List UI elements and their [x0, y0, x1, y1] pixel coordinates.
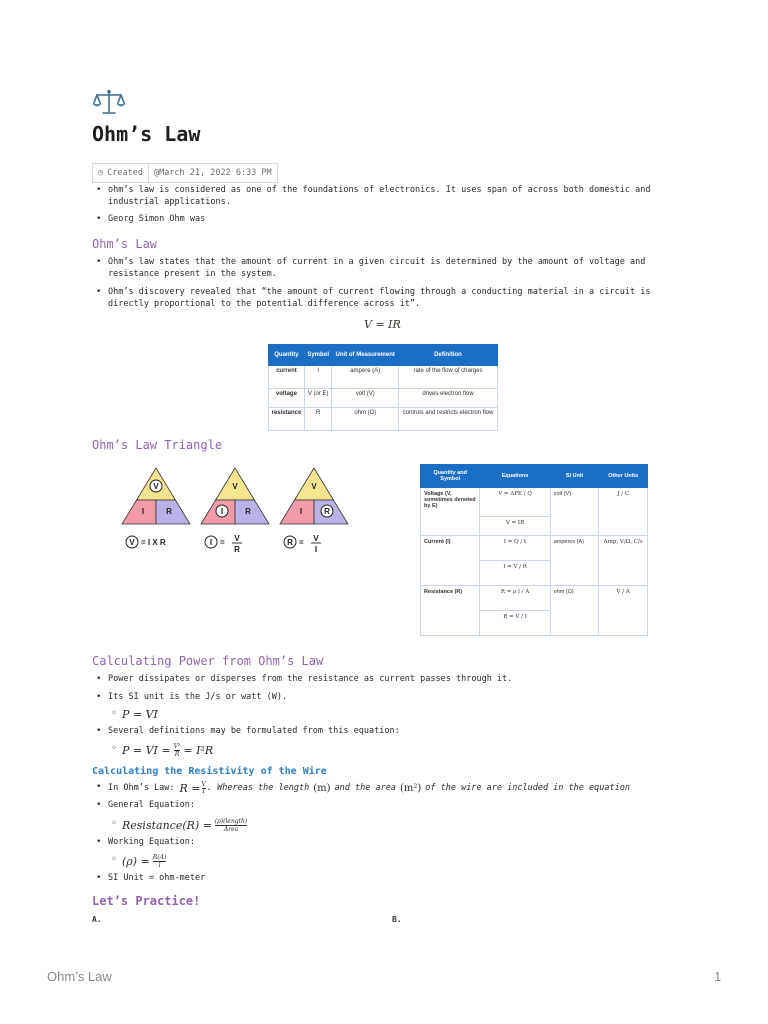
power-heading: Calculating Power from Ohm’s Law	[92, 654, 324, 668]
list-item: • Its SI unit is the J/s or watt (W).	[92, 692, 662, 704]
triangle-label-left-1: I	[220, 507, 224, 516]
list-item: • Georg Simon Ohm was	[92, 214, 662, 226]
table-cell: Amp, V/Ω, C/s	[599, 536, 648, 586]
table-cell: I	[304, 366, 332, 389]
table-header: SI Unit	[550, 465, 599, 488]
table-row	[269, 366, 498, 389]
table-header: Quantity and Symbol	[421, 465, 480, 488]
formula-numerator-1: V	[234, 534, 240, 543]
created-value: @March 21, 2022 6:33 PM	[148, 164, 277, 182]
list-item: • Ohm’s law states that the amount of current in a given circuit is determined by the amount of voltage and resistance present in the system.	[92, 257, 662, 280]
resistivity-list	[92, 782, 692, 885]
footer-page-number: 1	[714, 969, 722, 984]
practice-a-label: A.	[92, 915, 102, 924]
formula-symbol-2: R	[287, 538, 293, 547]
power-list	[92, 674, 662, 758]
table-header: Other Units	[599, 465, 648, 488]
table-cell: ohm (Ω)	[550, 586, 599, 636]
triangle-label-top-2: V	[311, 482, 317, 491]
table-header: Unit of Measurement	[332, 345, 399, 366]
clock-icon: ◷	[98, 167, 104, 178]
balance-scale-icon	[92, 88, 126, 120]
triangle-label-left-0: I	[141, 507, 145, 516]
formula-denominator-1: R	[234, 545, 240, 554]
equations-table	[420, 464, 648, 636]
table-cell: V = ΔPE / Q	[480, 488, 550, 517]
triangle-heading: Ohm’s Law Triangle	[92, 438, 223, 452]
intro-list	[92, 185, 662, 226]
table-cell: I = V / R	[480, 561, 550, 586]
formula-symbol-1: I	[209, 538, 213, 547]
table-cell: ampere (A)	[332, 366, 399, 389]
table-cell: amperes (A)	[550, 536, 599, 586]
triangle-label-top-0: V	[153, 482, 159, 491]
table-row	[421, 488, 648, 517]
table-cell: drives electron flow	[399, 389, 498, 408]
table-cell: R = ρ l / A	[480, 586, 550, 611]
table-header: Definition	[399, 345, 498, 366]
table-header: Equations	[480, 465, 550, 488]
power-equation-2: ◦ P = VI = $\frac{\text{V²}}{R}$ = I²R	[92, 743, 662, 758]
ohms-law-list	[92, 257, 662, 310]
table-cell: volt (V)	[550, 488, 599, 536]
table-cell: rate of the flow of charges	[399, 366, 498, 389]
practice-b-label: B.	[392, 915, 402, 924]
list-item: • General Equation:	[92, 800, 692, 812]
triangle-label-right-2: R	[324, 507, 330, 516]
footer-title: Ohm’s Law	[47, 969, 112, 984]
table-cell: V = IR	[480, 517, 550, 536]
triangle-left-2	[280, 500, 314, 524]
table-cell: R = V / I	[480, 611, 550, 636]
triangle-right-0	[156, 500, 190, 524]
resistivity-heading: Calculating the Resistivity of the Wire	[92, 766, 327, 777]
formula-denominator-2: I	[314, 545, 318, 554]
table-cell: Current (I)	[421, 536, 480, 586]
table-header: Quantity	[269, 345, 305, 366]
table-cell: V (or E)	[304, 389, 332, 408]
ohms-law-triangles	[118, 464, 352, 568]
formula-symbol-0: V	[129, 538, 135, 547]
table-cell: Voltage (V, sometimes denoted by E)	[421, 488, 480, 536]
table-cell: R	[304, 408, 332, 431]
list-item: • SI Unit = ohm-meter	[92, 873, 692, 885]
table-cell: Resistance (R)	[421, 586, 480, 636]
working-equation: ◦ (ρ) = $\frac{R(A)}{l}$	[92, 854, 692, 869]
created-label: ◷ Created	[98, 167, 143, 178]
power-equation-1: ◦ P = VI	[92, 708, 662, 721]
table-cell: voltage	[269, 389, 305, 408]
table-cell: V / A	[599, 586, 648, 636]
page-title: Ohm’s Law	[92, 122, 201, 146]
quantity-table	[268, 344, 498, 431]
table-cell: volt (V)	[332, 389, 399, 408]
table-cell: current	[269, 366, 305, 389]
formula-numerator-2: V	[313, 534, 319, 543]
triangle-label-left-2: I	[299, 507, 303, 516]
practice-heading: Let’s Practice!	[92, 894, 201, 908]
table-cell: ohm (Ω)	[332, 408, 399, 431]
triangle-right-1	[235, 500, 269, 524]
general-equation: ◦ Resistance(R) = (ρ)(length) Area	[92, 818, 692, 833]
triangle-left-0	[122, 500, 156, 524]
table-cell: resistance	[269, 408, 305, 431]
triangle-label-right-1: R	[245, 507, 251, 516]
list-item: • Power dissipates or disperses from the resistance as current passes through it.	[92, 674, 662, 686]
table-cell: I = Q / t	[480, 536, 550, 561]
triangle-label-top-1: V	[232, 482, 238, 491]
table-cell: J / C	[599, 488, 648, 536]
formula-equals-1: =	[220, 538, 225, 547]
list-item: • Working Equation:	[92, 837, 692, 849]
ohms-law-heading: Ohm’s Law	[92, 237, 158, 251]
table-cell: controls and restricts electron flow	[399, 408, 498, 431]
created-property	[92, 163, 278, 183]
list-item: • Ohm’s discovery revealed that “the amount of current flowing through a conducting material in a circuit is directly proportional to the potential difference across it”.	[92, 287, 662, 310]
table-header: Symbol	[304, 345, 332, 366]
table-row	[421, 536, 648, 561]
table-row	[269, 408, 498, 431]
list-item: • In Ohm’s Law: R = $\frac{V}{I}$ . Whereas the length (m) and the area (m²) of the wire are included in the equation	[92, 782, 692, 795]
table-row	[269, 389, 498, 408]
list-item: • Several definitions may be formulated from this equation:	[92, 726, 662, 738]
list-item: • ohm’s law is considered as one of the foundations of electronics. It uses span of across both domestic and industrial applications.	[92, 185, 662, 208]
triangle-label-right-0: R	[166, 507, 172, 516]
formula-equals-0: = I X R	[141, 538, 166, 547]
table-row	[421, 586, 648, 611]
ohms-law-equation: V = IR	[364, 318, 401, 331]
formula-equals-2: =	[299, 538, 304, 547]
